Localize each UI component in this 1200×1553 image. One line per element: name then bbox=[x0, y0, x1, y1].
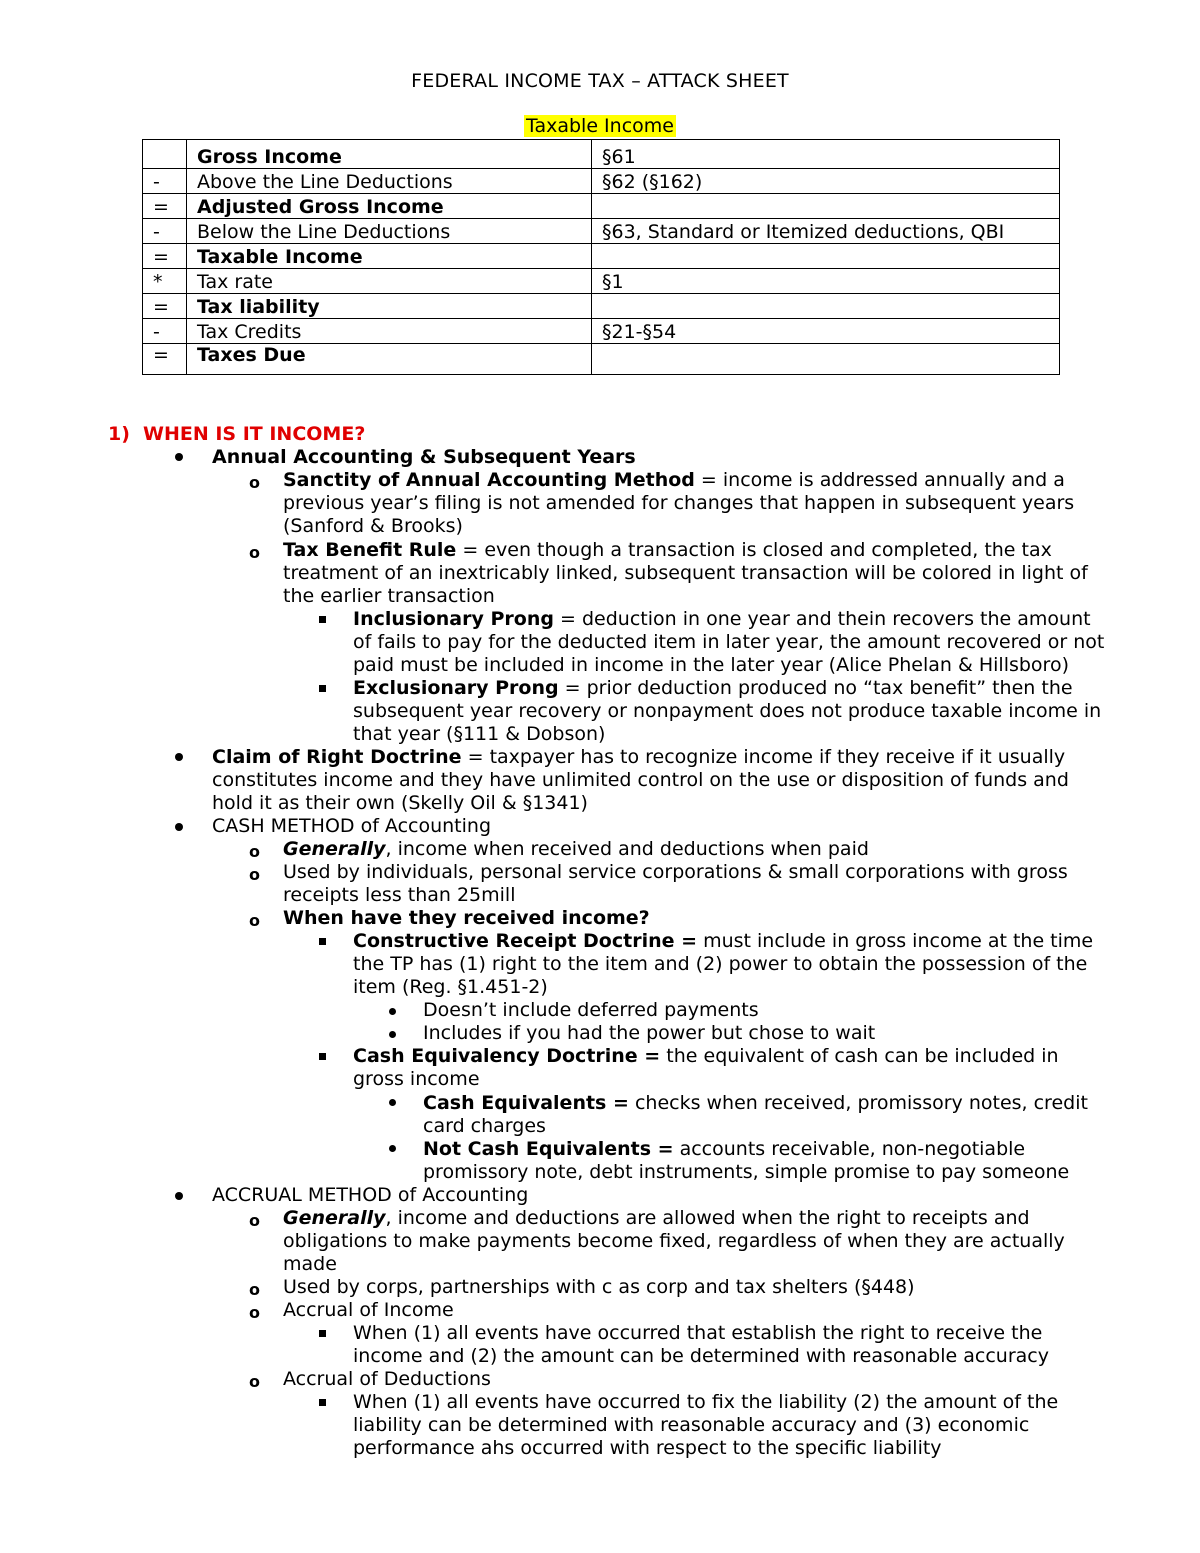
crd-text-2: the TP has (1) right to the item and (2) power to obtain the possession of the bbox=[353, 953, 1088, 975]
exclusionary-text-2: subsequent year recovery or nonpayment does not produce taxable income in bbox=[353, 700, 1102, 722]
bullet-o-icon: o bbox=[249, 865, 260, 884]
inclusionary-text-3: paid must be included in income in the later year (Alice Phelan & Hillsboro) bbox=[353, 654, 1069, 676]
claim-text-1: = taxpayer has to recognize income if they receive if it usually bbox=[467, 746, 1066, 768]
crd-text-3: item (Reg. §1.451-2) bbox=[353, 976, 548, 998]
section-number: 1) bbox=[108, 423, 130, 445]
bullet-square-icon bbox=[319, 938, 326, 945]
accrual-generally-text-2: obligations to make payments become fixed, regardless of when they are actually bbox=[283, 1230, 1065, 1252]
accrual-income-text-1: When (1) all events have occurred that establish the right to receive the bbox=[353, 1322, 1043, 1344]
bullet-o-icon: o bbox=[249, 911, 260, 930]
reference-cell: §61 bbox=[592, 140, 1060, 169]
table-row bbox=[143, 140, 1060, 169]
accrual-deduction-label: Accrual of Deductions bbox=[283, 1368, 491, 1390]
reference-cell: §21-§54 bbox=[592, 319, 1060, 344]
bullet-square-icon bbox=[319, 1330, 326, 1337]
table-row bbox=[143, 194, 1060, 219]
item-cell: Taxes Due bbox=[187, 344, 592, 375]
table-caption: Taxable Income bbox=[526, 115, 674, 137]
claim-term: Claim of Right Doctrine bbox=[212, 746, 462, 768]
reference-cell: §1 bbox=[592, 269, 1060, 294]
ced-text-2: gross income bbox=[353, 1068, 480, 1090]
item-cell: Taxable Income bbox=[187, 244, 592, 269]
bullet-disc-icon bbox=[389, 1099, 396, 1106]
taxable-income-table bbox=[142, 139, 1060, 375]
section-heading: WHEN IS IT INCOME? bbox=[143, 423, 366, 445]
bullet-disc-icon bbox=[389, 1031, 396, 1038]
tbr-text-1: = even though a transaction is closed and completed, the tax bbox=[462, 539, 1052, 561]
item-cell: Gross Income bbox=[187, 140, 592, 169]
claim-text-2: constitutes income and they have unlimited control on the use or disposition of funds and bbox=[212, 769, 1069, 791]
crd-text-1: must include in gross income at the time bbox=[703, 930, 1094, 952]
item-cell: Tax Credits bbox=[187, 319, 592, 344]
bullet-o-icon: o bbox=[249, 842, 260, 861]
bullet-o-icon: o bbox=[249, 1303, 260, 1322]
annual-accounting-label: Annual Accounting & Subsequent Years bbox=[212, 446, 636, 468]
crd-sub-2: Includes if you had the power but chose to wait bbox=[423, 1022, 876, 1044]
accrual-deduction-text-1: When (1) all events have occurred to fix the liability (2) the amount of the bbox=[353, 1391, 1059, 1413]
table-row bbox=[143, 269, 1060, 294]
sanctity-text-3: (Sanford & Brooks) bbox=[283, 515, 463, 537]
cash-used-1: Used by individuals, personal service corporations & small corporations with gross bbox=[283, 861, 1068, 883]
bullet-square-icon bbox=[319, 1053, 326, 1060]
bullet-o-icon: o bbox=[249, 1372, 260, 1391]
document-title: FEDERAL INCOME TAX – ATTACK SHEET bbox=[411, 70, 789, 92]
bullet-disc-icon bbox=[175, 823, 183, 831]
not-cash-equiv-term: Not Cash Equivalents = bbox=[423, 1138, 674, 1160]
crd-line-1 bbox=[353, 930, 1093, 953]
bullet-disc-icon bbox=[389, 1008, 396, 1015]
operator-cell: - bbox=[143, 219, 187, 244]
operator-cell: = bbox=[143, 244, 187, 269]
reference-cell: §63, Standard or Itemized deductions, QBI bbox=[592, 219, 1060, 244]
operator-cell: = bbox=[143, 344, 187, 375]
item-cell: Tax liability bbox=[187, 294, 592, 319]
operator-cell: * bbox=[143, 269, 187, 294]
operator-cell: - bbox=[143, 319, 187, 344]
accrual-generally-text-3: made bbox=[283, 1253, 337, 1275]
accrual-income-text-2: income and (2) the amount can be determined with reasonable accuracy bbox=[353, 1345, 1049, 1367]
cash-equiv-term: Cash Equivalents = bbox=[423, 1092, 629, 1114]
not-cash-equiv-text-1: accounts receivable, non-negotiable bbox=[679, 1138, 1026, 1160]
bullet-o-icon: o bbox=[249, 1280, 260, 1299]
bullet-square-icon bbox=[319, 685, 326, 692]
sanctity-text-2: previous year’s filing is not amended for changes that happen in subsequent years bbox=[283, 492, 1075, 514]
cash-used-2: receipts less than 25mill bbox=[283, 884, 516, 906]
cash-generally-text: , income when received and deductions when paid bbox=[385, 838, 869, 860]
bullet-square-icon bbox=[319, 616, 326, 623]
table-row bbox=[143, 319, 1060, 344]
accrual-generally-line-1 bbox=[283, 1207, 1030, 1230]
bullet-o-icon: o bbox=[249, 1211, 260, 1230]
table-row bbox=[143, 344, 1060, 375]
accrual-generally-term: Generally bbox=[283, 1207, 386, 1229]
accrual-income-label: Accrual of Income bbox=[283, 1299, 454, 1321]
item-cell: Below the Line Deductions bbox=[187, 219, 592, 244]
accrual-deduction-text-2: liability can be determined with reasonable accuracy and (3) economic bbox=[353, 1414, 1030, 1436]
reference-cell bbox=[592, 244, 1060, 269]
operator-cell: = bbox=[143, 194, 187, 219]
crd-term: Constructive Receipt Doctrine = bbox=[353, 930, 698, 952]
reference-cell: §62 (§162) bbox=[592, 169, 1060, 194]
cash-method-label: CASH METHOD of Accounting bbox=[212, 815, 492, 837]
bullet-disc-icon bbox=[175, 453, 183, 461]
exclusionary-text-3: that year (§111 & Dobson) bbox=[353, 723, 606, 745]
inclusionary-text-2: of fails to pay for the deducted item in later year, the amount recovered or not bbox=[353, 631, 1105, 653]
bullet-square-icon bbox=[319, 1399, 326, 1406]
sanctity-term: Sanctity of Annual Accounting Method bbox=[283, 469, 695, 491]
tbr-term: Tax Benefit Rule bbox=[283, 539, 457, 561]
accrual-generally-text-1: , income and deductions are allowed when the right to receipts and bbox=[385, 1207, 1030, 1229]
table-row bbox=[143, 169, 1060, 194]
item-cell: Tax rate bbox=[187, 269, 592, 294]
accrual-method-label: ACCRUAL METHOD of Accounting bbox=[212, 1184, 529, 1206]
inclusionary-term: Inclusionary Prong bbox=[353, 608, 554, 630]
cash-equiv-text-1: checks when received, promissory notes, credit bbox=[634, 1092, 1088, 1114]
ced-line-1 bbox=[353, 1045, 1059, 1068]
not-cash-equiv-text-2: promissory note, debt instruments, simple promise to pay someone bbox=[423, 1161, 1070, 1183]
cash-equiv-text-2: card charges bbox=[423, 1115, 546, 1137]
bullet-disc-icon bbox=[175, 1192, 183, 1200]
item-cell: Above the Line Deductions bbox=[187, 169, 592, 194]
table-caption-wrap bbox=[0, 115, 1200, 138]
tbr-line-1 bbox=[283, 539, 1052, 562]
cash-generally-term: Generally bbox=[283, 838, 386, 860]
reference-cell bbox=[592, 344, 1060, 375]
exclusionary-term: Exclusionary Prong bbox=[353, 677, 559, 699]
inclusionary-line-1 bbox=[353, 608, 1091, 631]
operator-cell: = bbox=[143, 294, 187, 319]
table-row bbox=[143, 244, 1060, 269]
claim-text-3: hold it as their own (Skelly Oil & §1341) bbox=[212, 792, 588, 814]
table-row bbox=[143, 219, 1060, 244]
not-cash-equiv-line-1 bbox=[423, 1138, 1025, 1161]
ced-term: Cash Equivalency Doctrine = bbox=[353, 1045, 661, 1067]
cash-generally-line bbox=[283, 838, 869, 861]
table-row bbox=[143, 294, 1060, 319]
ced-text-1: the equivalent of cash can be included in bbox=[666, 1045, 1059, 1067]
inclusionary-text-1: = deduction in one year and thein recovers the amount bbox=[560, 608, 1091, 630]
cash-when-received: When have they received income? bbox=[283, 907, 650, 929]
tbr-text-2: treatment of an inextricably linked, subsequent transaction will be colored in light of bbox=[283, 562, 1088, 584]
operator-cell bbox=[143, 140, 187, 169]
exclusionary-line-1 bbox=[353, 677, 1073, 700]
reference-cell bbox=[592, 194, 1060, 219]
exclusionary-text-1: = prior deduction produced no “tax benefit” then the bbox=[564, 677, 1073, 699]
accrual-used: Used by corps, partnerships with c as corp and tax shelters (§448) bbox=[283, 1276, 915, 1298]
tbr-text-3: the earlier transaction bbox=[283, 585, 495, 607]
sanctity-text-1: = income is addressed annually and a bbox=[700, 469, 1065, 491]
bullet-disc-icon bbox=[175, 753, 183, 761]
bullet-disc-icon bbox=[389, 1145, 396, 1152]
cash-equiv-line-1 bbox=[423, 1092, 1088, 1115]
claim-line-1 bbox=[212, 746, 1065, 769]
accrual-deduction-text-3: performance ahs occurred with respect to the specific liability bbox=[353, 1437, 942, 1459]
bullet-o-icon: o bbox=[249, 473, 260, 492]
bullet-o-icon: o bbox=[249, 543, 260, 562]
sanctity-line-1 bbox=[283, 469, 1065, 492]
operator-cell: - bbox=[143, 169, 187, 194]
reference-cell bbox=[592, 294, 1060, 319]
item-cell: Adjusted Gross Income bbox=[187, 194, 592, 219]
crd-sub-1: Doesn’t include deferred payments bbox=[423, 999, 759, 1021]
